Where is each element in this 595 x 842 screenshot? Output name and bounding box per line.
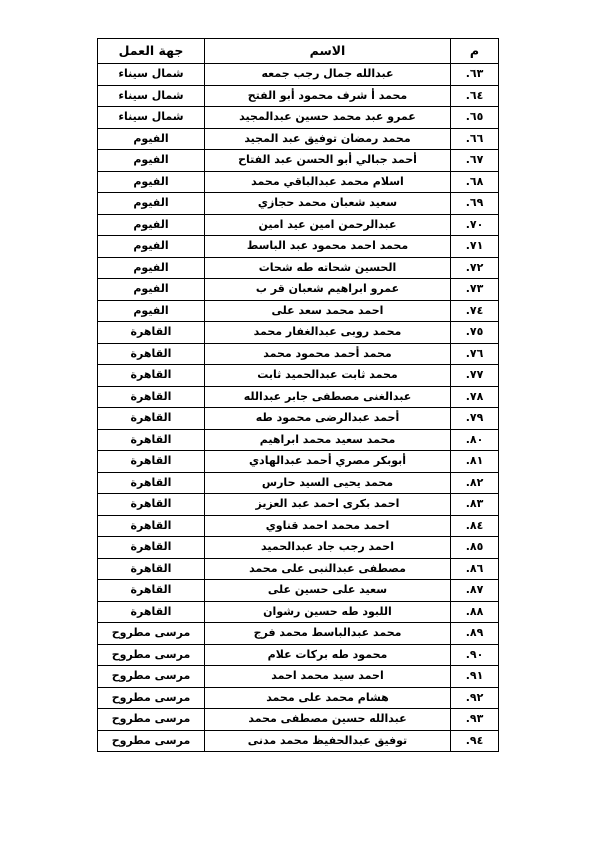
row-name: عبدالله حسين مصطفى محمد: [205, 709, 451, 731]
table-row: [98, 408, 499, 430]
row-name: الحسين شحاته طه شحات: [205, 257, 451, 279]
row-workplace: القاهرة: [98, 580, 205, 602]
row-name: محمد أحمد محمود محمد: [205, 343, 451, 365]
table-row: [98, 300, 499, 322]
table-row: [98, 107, 499, 129]
row-workplace: القاهرة: [98, 515, 205, 537]
row-name: محمود طه بركات علام: [205, 644, 451, 666]
roster-table: [97, 38, 499, 752]
row-workplace: الفيوم: [98, 300, 205, 322]
row-number: ٨٤.: [451, 515, 499, 537]
table-header: [98, 39, 499, 64]
table-row: [98, 85, 499, 107]
row-number: ٩٣.: [451, 709, 499, 731]
row-number: ٧١.: [451, 236, 499, 258]
row-workplace: الفيوم: [98, 171, 205, 193]
row-workplace: القاهرة: [98, 386, 205, 408]
row-number: ٧٥.: [451, 322, 499, 344]
row-name: عمرو عبد محمد حسين عبدالمجيد: [205, 107, 451, 129]
row-number: ٧٨.: [451, 386, 499, 408]
table-row: [98, 730, 499, 752]
row-number: ٩٤.: [451, 730, 499, 752]
table-row: [98, 472, 499, 494]
table-row: [98, 644, 499, 666]
row-number: ٦٩.: [451, 193, 499, 215]
table-row: [98, 128, 499, 150]
header-name: الاسم: [205, 39, 451, 64]
row-name: توفيق عبدالحفيظ محمد مدنى: [205, 730, 451, 752]
row-workplace: شمال سيناء: [98, 64, 205, 86]
row-number: ٨٢.: [451, 472, 499, 494]
row-name: محمد عبدالباسط محمد فرج: [205, 623, 451, 645]
row-number: ٧٦.: [451, 343, 499, 365]
row-workplace: شمال سيناء: [98, 107, 205, 129]
table-row: [98, 429, 499, 451]
row-name: مصطفى عبدالنبى على محمد: [205, 558, 451, 580]
row-number: ٧٩.: [451, 408, 499, 430]
row-name: احمد محمد سعد على: [205, 300, 451, 322]
row-workplace: القاهرة: [98, 343, 205, 365]
table-row: [98, 558, 499, 580]
row-workplace: الفيوم: [98, 128, 205, 150]
row-number: ٩٢.: [451, 687, 499, 709]
table-row: [98, 236, 499, 258]
row-workplace: الفيوم: [98, 193, 205, 215]
row-name: عمرو ابراهيم شعبان قر ب: [205, 279, 451, 301]
table-row: [98, 451, 499, 473]
table-row: [98, 365, 499, 387]
row-workplace: القاهرة: [98, 558, 205, 580]
row-workplace: مرسى مطروح: [98, 623, 205, 645]
row-number: ٨٨.: [451, 601, 499, 623]
row-number: ٨٩.: [451, 623, 499, 645]
table-row: [98, 343, 499, 365]
row-number: ٩١.: [451, 666, 499, 688]
table-row: [98, 709, 499, 731]
row-number: ٧٧.: [451, 365, 499, 387]
row-name: عبدالرحمن امين عيد امين: [205, 214, 451, 236]
row-number: ٨١.: [451, 451, 499, 473]
row-name: احمد بكرى احمد عبد العزيز: [205, 494, 451, 516]
table-row: [98, 257, 499, 279]
row-workplace: القاهرة: [98, 601, 205, 623]
row-name: هشام محمد على محمد: [205, 687, 451, 709]
row-name: محمد روبى عبدالغفار محمد: [205, 322, 451, 344]
row-name: محمد احمد محمود عبد الباسط: [205, 236, 451, 258]
row-name: عبدالله جمال رجب جمعه: [205, 64, 451, 86]
row-number: ٨٠.: [451, 429, 499, 451]
row-name: محمد أ شرف محمود أبو الفتح: [205, 85, 451, 107]
row-number: ٦٦.: [451, 128, 499, 150]
table-row: [98, 386, 499, 408]
row-name: احمد محمد احمد قناوي: [205, 515, 451, 537]
table-row: [98, 150, 499, 172]
row-name: أحمد عبدالرضى محمود طه: [205, 408, 451, 430]
row-name: محمد سعيد محمد ابراهيم: [205, 429, 451, 451]
row-name: أحمد جبالي أبو الحسن عبد الفتاح: [205, 150, 451, 172]
row-workplace: مرسى مطروح: [98, 730, 205, 752]
row-number: ٦٤.: [451, 85, 499, 107]
row-name: احمد سيد محمد احمد: [205, 666, 451, 688]
header-row: [98, 39, 499, 64]
row-number: ٩٠.: [451, 644, 499, 666]
row-name: سعيد شعبان محمد حجازي: [205, 193, 451, 215]
row-workplace: القاهرة: [98, 472, 205, 494]
row-number: ٧٢.: [451, 257, 499, 279]
row-workplace: الفيوم: [98, 150, 205, 172]
header-number: م: [451, 39, 499, 64]
row-workplace: القاهرة: [98, 322, 205, 344]
table-row: [98, 171, 499, 193]
table-row: [98, 537, 499, 559]
row-name: محمد ثابت عبدالحميد ثابت: [205, 365, 451, 387]
table-row: [98, 623, 499, 645]
table-row: [98, 687, 499, 709]
table-row: [98, 601, 499, 623]
row-name: احمد رجب جاد عبدالحميد: [205, 537, 451, 559]
row-name: أبوبكر مصري أحمد عبدالهادي: [205, 451, 451, 473]
row-number: ٦٨.: [451, 171, 499, 193]
table-row: [98, 580, 499, 602]
row-workplace: الفيوم: [98, 279, 205, 301]
table-row: [98, 214, 499, 236]
row-name: اسلام محمد عبدالباقي محمد: [205, 171, 451, 193]
row-number: ٨٧.: [451, 580, 499, 602]
row-workplace: القاهرة: [98, 494, 205, 516]
row-number: ٦٧.: [451, 150, 499, 172]
row-number: ٧٤.: [451, 300, 499, 322]
row-number: ٧٠.: [451, 214, 499, 236]
row-name: محمد رمضان توفيق عبد المجيد: [205, 128, 451, 150]
row-workplace: مرسى مطروح: [98, 687, 205, 709]
row-workplace: القاهرة: [98, 429, 205, 451]
row-number: ٨٦.: [451, 558, 499, 580]
table-row: [98, 279, 499, 301]
row-number: ٦٣.: [451, 64, 499, 86]
table-row: [98, 64, 499, 86]
row-workplace: القاهرة: [98, 408, 205, 430]
row-name: عبدالغنى مصطفى جابر عبدالله: [205, 386, 451, 408]
table-row: [98, 322, 499, 344]
row-name: محمد يحيى السيد حارس: [205, 472, 451, 494]
row-workplace: القاهرة: [98, 451, 205, 473]
row-number: ٨٥.: [451, 537, 499, 559]
row-workplace: مرسى مطروح: [98, 666, 205, 688]
row-number: ٦٥.: [451, 107, 499, 129]
table-row: [98, 666, 499, 688]
row-workplace: القاهرة: [98, 537, 205, 559]
row-workplace: الفيوم: [98, 236, 205, 258]
row-number: ٨٣.: [451, 494, 499, 516]
row-workplace: القاهرة: [98, 365, 205, 387]
row-name: سعيد على حسين على: [205, 580, 451, 602]
row-name: اللبود طه حسين رشوان: [205, 601, 451, 623]
row-workplace: مرسى مطروح: [98, 709, 205, 731]
row-workplace: شمال سيناء: [98, 85, 205, 107]
table-row: [98, 515, 499, 537]
row-number: ٧٣.: [451, 279, 499, 301]
row-workplace: الفيوم: [98, 257, 205, 279]
header-workplace: جهة العمل: [98, 39, 205, 64]
table-row: [98, 193, 499, 215]
row-workplace: مرسى مطروح: [98, 644, 205, 666]
table-body: [98, 64, 499, 752]
table-row: [98, 494, 499, 516]
row-workplace: الفيوم: [98, 214, 205, 236]
